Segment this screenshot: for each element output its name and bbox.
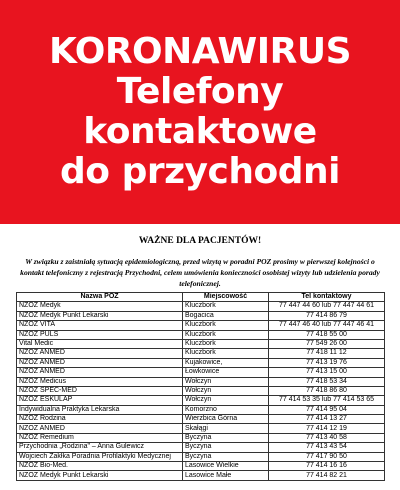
clinic-name: NZOZ Bio-Med. <box>17 462 183 471</box>
clinic-town: Komorzno <box>183 405 269 414</box>
clinic-town: Kujakowice, <box>183 358 269 367</box>
title-line: KORONAWIRUS <box>48 31 352 72</box>
clinic-name: NZOZ VITA <box>17 321 183 330</box>
notice-text: W związku z zaistniałą sytuacją epidemiologiczną, przed wizytą w poradni POZ prosimy w pierwszej kolejności o kontakt telefoniczny z rejestracją Przychodni, celem umówienia konieczności osobistej wizyty lub udzielenia porady telefonicznej. <box>20 257 380 288</box>
clinic-name: NZOZ ANMED <box>17 349 183 358</box>
clinic-name: NZOZ Medyk Punkt Lekarski <box>17 471 183 480</box>
table-row <box>17 405 385 414</box>
title-line: do przychodni <box>60 151 340 192</box>
title-line: kontaktowe <box>83 111 317 152</box>
clinic-phone: 77 414 82 21 <box>269 471 385 480</box>
table-row <box>17 396 385 405</box>
clinic-name: NZOZ SPEC-MED <box>17 386 183 395</box>
clinic-name: NZOZ ANMED <box>17 368 183 377</box>
table-row <box>17 386 385 395</box>
clinic-phone: 77 418 11 12 <box>269 349 385 358</box>
clinic-town: Wołczyn <box>183 386 269 395</box>
clinic-phone: 77 447 46 40 lub 77 447 46 41 <box>269 321 385 330</box>
clinic-phone: 77 417 90 50 <box>269 452 385 461</box>
clinic-phone: 77 418 86 80 <box>269 386 385 395</box>
clinic-town: Łowkowice <box>183 368 269 377</box>
table-row <box>17 302 385 311</box>
clinic-name: Vital Medic <box>17 339 183 348</box>
clinic-town: Skałągi <box>183 424 269 433</box>
title-banner <box>0 0 400 224</box>
clinic-town: Lasowice Małe <box>183 471 269 480</box>
notice-heading: WAŻNE DLA PACJENTÓW! <box>138 236 262 246</box>
clinic-name: NZOZ PULS <box>17 330 183 339</box>
clinic-phone: 77 418 53 34 <box>269 377 385 386</box>
clinic-town: Wołczyn <box>183 377 269 386</box>
title-line: Telefony <box>116 71 284 112</box>
table-row <box>17 424 385 433</box>
clinic-town: Bogacica <box>183 311 269 320</box>
table-row <box>17 462 385 471</box>
clinic-phone: 77 413 19 76 <box>269 358 385 367</box>
clinic-phone: 77 447 44 60 lub 77 447 44 61 <box>269 302 385 311</box>
clinic-town: Byczyna <box>183 433 269 442</box>
table-row <box>17 443 385 452</box>
clinic-name: NZOZ Remedium <box>17 433 183 442</box>
clinic-town: Wołczyn <box>183 396 269 405</box>
clinic-town: Byczyna <box>183 452 269 461</box>
clinic-phone: 77 413 15 00 <box>269 368 385 377</box>
table-row <box>17 321 385 330</box>
clinic-contact-table <box>16 292 385 481</box>
table-row <box>17 349 385 358</box>
clinic-phone: 77 414 16 16 <box>269 462 385 471</box>
clinic-phone: 77 414 53 35 lub 77 414 53 65 <box>269 396 385 405</box>
column-header: Miejscowość <box>183 293 269 302</box>
clinic-town: Kluczbork <box>183 349 269 358</box>
clinic-phone: 77 413 43 54 <box>269 443 385 452</box>
column-header: Tel kontaktowy <box>269 293 385 302</box>
clinic-phone: 77 414 95 04 <box>269 405 385 414</box>
table-header-row <box>17 293 385 302</box>
clinic-town: Kluczbork <box>183 302 269 311</box>
table-row <box>17 433 385 442</box>
clinic-name: NZOZ Rodzina <box>17 415 183 424</box>
table-row <box>17 452 385 461</box>
clinic-name: NZOZ Medicus <box>17 377 183 386</box>
clinic-name: Wojciech Zakłka Poradnia Profilaktyki Medycznej <box>17 452 183 461</box>
column-header: Nazwa POZ <box>17 293 183 302</box>
table-row <box>17 358 385 367</box>
clinic-name: NZOZ Medyk <box>17 302 183 311</box>
table-row <box>17 377 385 386</box>
clinic-phone: 77 414 86 79 <box>269 311 385 320</box>
clinic-town: Lasowice Wielkie <box>183 462 269 471</box>
clinic-name: NZOZ Medyk Punkt Lekarski <box>17 311 183 320</box>
clinic-name: NZOZ ESKULAP <box>17 396 183 405</box>
table-row <box>17 330 385 339</box>
clinic-phone: 77 414 12 19 <box>269 424 385 433</box>
clinic-town: Kluczbork <box>183 339 269 348</box>
clinic-town: Kluczbork <box>183 321 269 330</box>
clinic-town: Wierzbica Górna <box>183 415 269 424</box>
table-row <box>17 415 385 424</box>
clinic-name: NZOZ ANMED <box>17 424 183 433</box>
clinic-phone: 77 414 13 27 <box>269 415 385 424</box>
clinic-name: Przychodnia „Rodzina" – Anna Gulewicz <box>17 443 183 452</box>
clinic-phone: 77 418 55 00 <box>269 330 385 339</box>
clinic-phone: 77 413 40 58 <box>269 433 385 442</box>
table-row <box>17 471 385 480</box>
table-row <box>17 339 385 348</box>
table-row <box>17 311 385 320</box>
clinic-town: Byczyna <box>183 443 269 452</box>
table-row <box>17 368 385 377</box>
clinic-town: Kluczbork <box>183 330 269 339</box>
clinic-name: Indywidualna Praktyka Lekarska <box>17 405 183 414</box>
clinic-name: NZOZ ANMED <box>17 358 183 367</box>
clinic-phone: 77 549 26 00 <box>269 339 385 348</box>
